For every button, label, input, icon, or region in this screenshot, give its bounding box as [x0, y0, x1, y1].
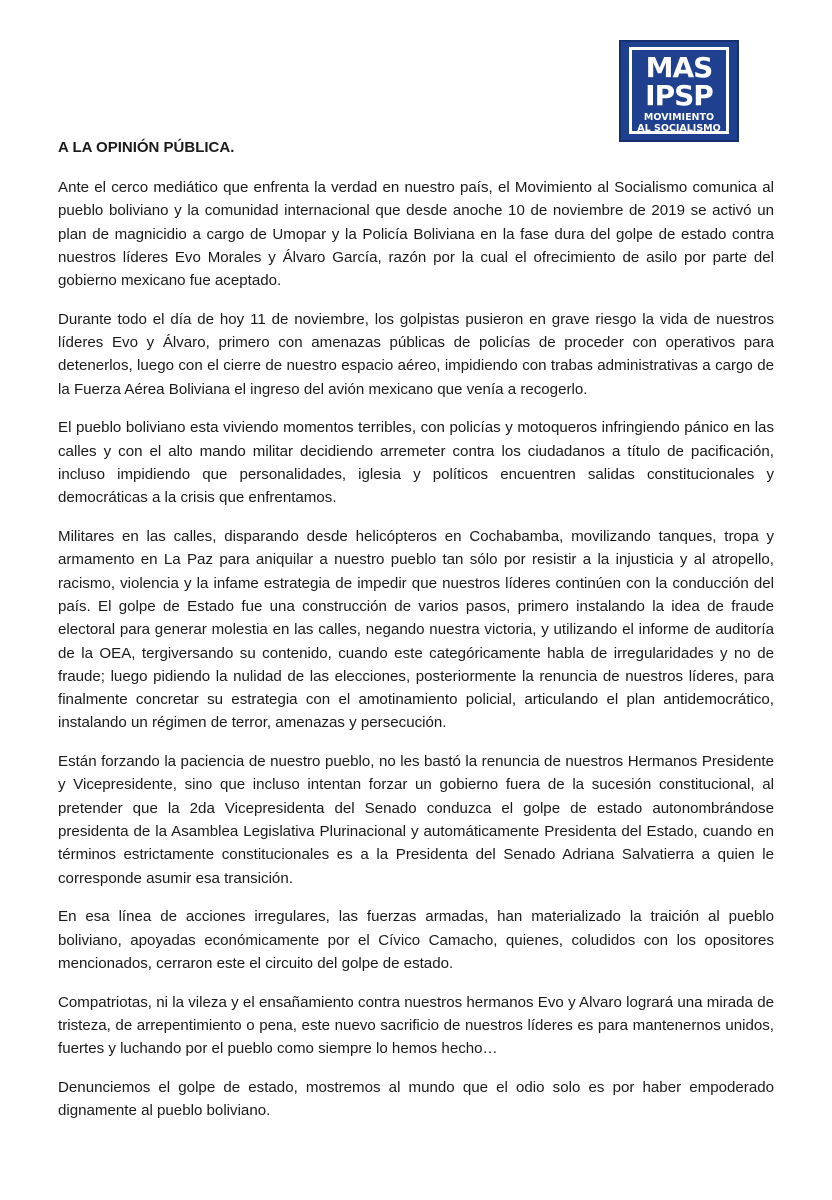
document-body	[58, 176, 774, 1138]
logo-frame	[629, 47, 729, 134]
paragraph: En esa línea de acciones irregulares, las fuerzas armadas, han materializado la traición al pueblo boliviano, apoyadas económicamente por el Cívico Camacho, quienes, coludidos con los opositores mencionados, cerraron este el circuito del golpe de estado.	[58, 908, 774, 972]
logo-al-socialismo-text: AL SOCIALISMO	[637, 123, 721, 134]
paragraph: Ante el cerco mediático que enfrenta la verdad en nuestro país, el Movimiento al Socialismo comunica al pueblo boliviano y la comunidad internacional que desde anoche 10 de noviembre de 2019 se activó un plan de magnicidio a cargo de Umopar y la Policía Boliviana en la fase dura del golpe de estado contra nuestros líderes Evo Morales y Álvaro García, razón por la cual el ofrecimiento de asilo por parte del gobierno mexicano fue aceptado.	[58, 179, 774, 290]
paragraph: El pueblo boliviano esta viviendo momentos terribles, con policías y motoqueros infringiendo pánico en las calles y con el alto mando militar decidiendo arremeter contra los ciudadanos a título de pacificación, incluso impidiendo que personalidades, iglesia y políticos encuentren salidas constitucionales y democráticas a la crisis que enfrentamos.	[58, 419, 774, 507]
logo-mas-text: MAS	[645, 51, 713, 84]
paragraph: Compatriotas, ni la vileza y el ensañamiento contra nuestros hermanos Evo y Alvaro logrará una mirada de tristeza, de arrepentimiento o pena, este nuevo sacrificio de nuestros líderes es para mantenernos unidos, fuertes y luchando por el pueblo como siempre lo hemos hecho…	[58, 993, 774, 1058]
paragraph: Denunciemos el golpe de estado, mostremos al mundo que el odio solo es por haber empoderado dignamente al pueblo boliviano.	[58, 1078, 774, 1120]
logo-movimiento-text: MOVIMIENTO	[643, 112, 715, 123]
logo-ipsp-text: IPSP	[645, 79, 713, 112]
paragraph: Durante todo el día de hoy 11 de noviembre, los golpistas pusieron en grave riesgo la vida de nuestros líderes Evo y Álvaro, primero con amenazas públicas de policías de proceder con operativos para detenerlos, luego con el cierre de nuestro espacio aéreo, impidiendo con trabas administrativas a cargo de la Fuerza Aérea Boliviana el ingreso del avión mexicano que venía a recogerlo.	[58, 310, 774, 398]
paragraph: Están forzando la paciencia de nuestro pueblo, no les bastó la renuncia de nuestros Hermanos Presidente y Vicepresidente, sino que incluso intentan forzar un gobierno fuera de la sucesión constitucional, al pretender que la 2da Vicepresidenta del Senado conduzca el golpe de estado autonombrándose presidenta de la Asamblea Legislativa Plurinacional y automáticamente Presidenta del Estado, cuando en términos estrictamente constitucionales es a la Presidenta del Senado Adriana Salvatierra a quien le corresponde asumir esa transición.	[58, 753, 774, 887]
paragraph: Militares en las calles, disparando desde helicópteros en Cochabamba, movilizando tanques, tropa y armamento en La Paz para aniquilar a nuestro pueblo tan sólo por resistir a la injusticia y al atropello, racismo, violencia y la infame estrategia de impedir que nuestros líderes continúen con la conducción del país. El golpe de Estado fue una construcción de varios pasos, primero instalando la idea de fraude electoral para generar molestia en las calles, negando nuestra victoria, y utilizando el informe de auditoría de la OEA, tergiversando su contenido, cuando este categóricamente habla de irregularidades y no de fraude; luego pidiendo la nulidad de las elecciones, posteriormente la renuncia de nuestros líderes, para finalmente concretar su estrategia con el amotinamiento policial, articulando el plan antidemocrático, instalando un régimen de terror, amenazas y persecución.	[58, 528, 774, 732]
document-heading: A LA OPINIÓN PÚBLICA.	[58, 139, 235, 156]
mas-ipsp-logo	[619, 40, 739, 142]
